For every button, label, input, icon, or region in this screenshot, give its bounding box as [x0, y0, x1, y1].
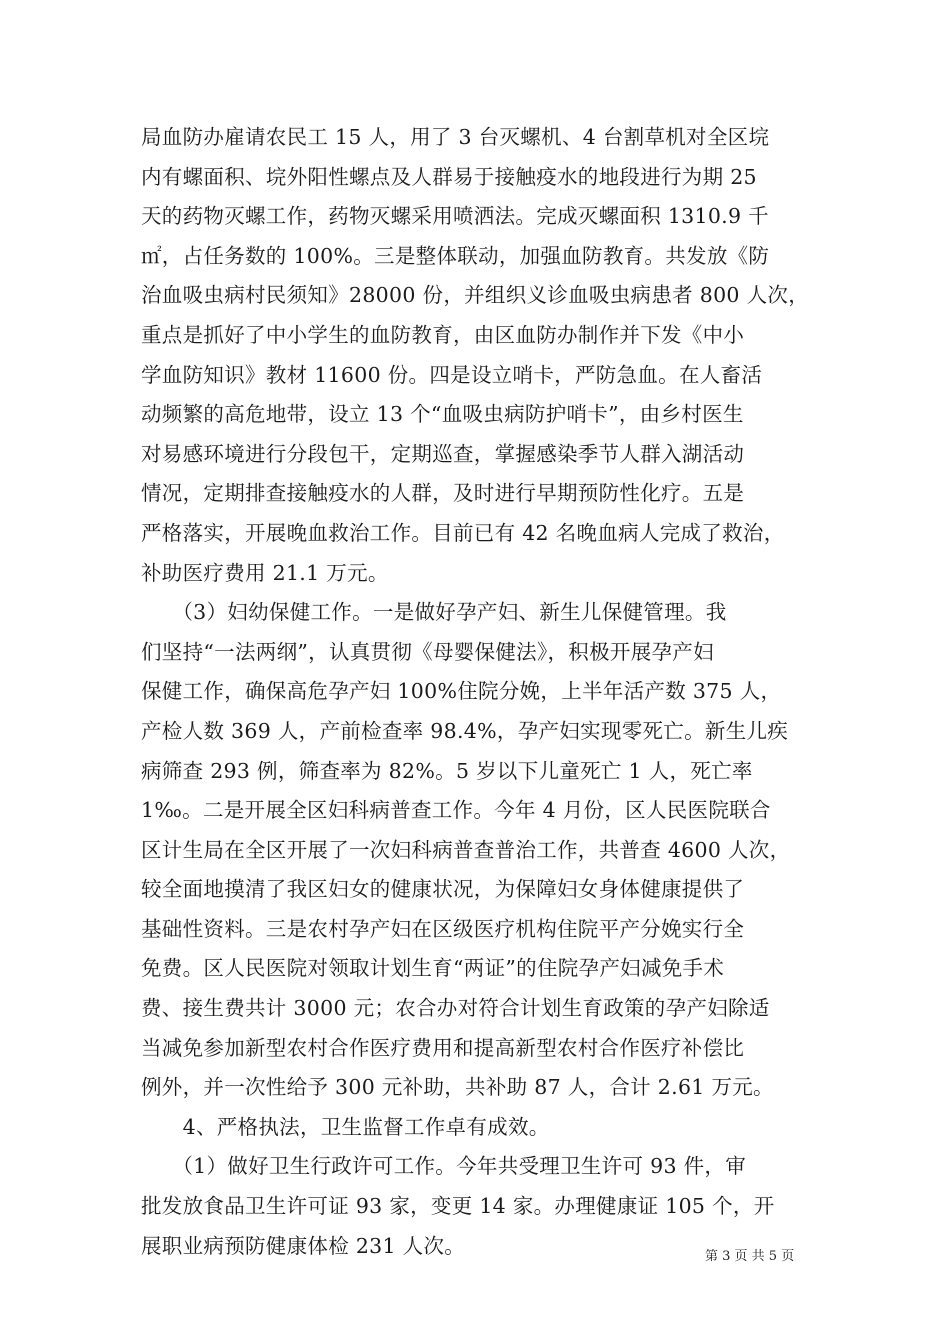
text-line: 当减免参加新型农村合作医疗费用和提高新型农村合作医疗补偿比: [141, 1035, 745, 1060]
text-line: 免费。区人民医院对领取计划生育“两证”的住院孕产妇减免手术: [141, 956, 725, 981]
text-line: ㎡，占任务数的 100%。三是整体联动，加强血防教育。共发放《防: [141, 243, 770, 268]
text-line: 保健工作，确保高危孕产妇 100%住院分娩，上半年活产数 375 人，: [141, 679, 782, 704]
text-line: 产检人数 369 人，产前检查率 98.4%，孕产妇实现零死亡。新生儿疾: [141, 718, 789, 743]
text-line: 治血吸虫病村民须知》28000 份，并组织义诊血吸虫病患者 800 人次，: [141, 283, 809, 308]
text-line: 展职业病预防健康体检 231 人次。: [141, 1233, 466, 1258]
text-line: 动频繁的高危地带，设立 13 个“血吸虫病防护哨卡”，由乡村医生: [141, 402, 744, 427]
text-line: 严格落实，开展晚血救治工作。目前已有 42 名晚血病人完成了救治，: [141, 520, 785, 545]
page-number: 第 3 页 共 5 页: [705, 1249, 795, 1264]
text-line: 费、接生费共计 3000 元；农合办对符合计划生育政策的孕产妇除适: [141, 996, 770, 1021]
text-line: （1）做好卫生行政许可工作。今年共受理卫生许可 93 件，审: [141, 1154, 747, 1179]
text-line: 例外，并一次性给予 300 元补助，共补助 87 人，合计 2.61 万元。: [141, 1075, 774, 1100]
text-line: （3）妇幼保健工作。一是做好孕产妇、新生儿保健管理。我: [141, 600, 727, 625]
text-line: 4、严格执法，卫生监督工作卓有成效。: [141, 1114, 550, 1139]
text-line: 批发放食品卫生许可证 93 家，变更 14 家。办理健康证 105 个，开: [141, 1194, 775, 1219]
text-line: 1‰。二是开展全区妇科病普查工作。今年 4 月份，区人民医院联合: [141, 798, 771, 823]
body-text: [141, 118, 821, 1266]
text-line: 重点是抓好了中小学生的血防教育，由区血防办制作并下发《中小: [141, 322, 745, 347]
text-line: 基础性资料。三是农村孕产妇在区级医疗机构住院平产分娩实行全: [141, 916, 745, 941]
text-line: 病筛查 293 例，筛查率为 82%。5 岁以下儿童死亡 1 人，死亡率: [141, 758, 753, 783]
text-line: 们坚持“一法两纲”，认真贯彻《母婴保健法》，积极开展孕产妇: [141, 639, 714, 664]
text-line: 情况，定期排查接触疫水的人群，及时进行早期预防性化疗。五是: [141, 481, 745, 506]
text-line: 内有螺面积、垸外阳性螺点及人群易于接触疫水的地段进行为期 25: [141, 164, 757, 189]
text-line: 较全面地摸清了我区妇女的健康状况，为保障妇女身体健康提供了: [141, 877, 745, 902]
text-line: 学血防知识》教材 11600 份。四是设立哨卡，严防急血。在人畜活: [141, 362, 763, 387]
text-line: 局血防办雇请农民工 15 人，用了 3 台灭螺机、4 台割草机对全区垸: [141, 125, 770, 149]
text-line: 区计生局在全区开展了一次妇科病普查普治工作，共普查 4600 人次，: [141, 837, 791, 862]
text-line: 天的药物灭螺工作，药物灭螺采用喷洒法。完成灭螺面积 1310.9 千: [141, 204, 769, 229]
text-line: 对易感环境进行分段包干，定期巡查，掌握感染季节人群入湖活动: [141, 441, 745, 466]
text-line: 补助医疗费用 21.1 万元。: [141, 560, 389, 585]
